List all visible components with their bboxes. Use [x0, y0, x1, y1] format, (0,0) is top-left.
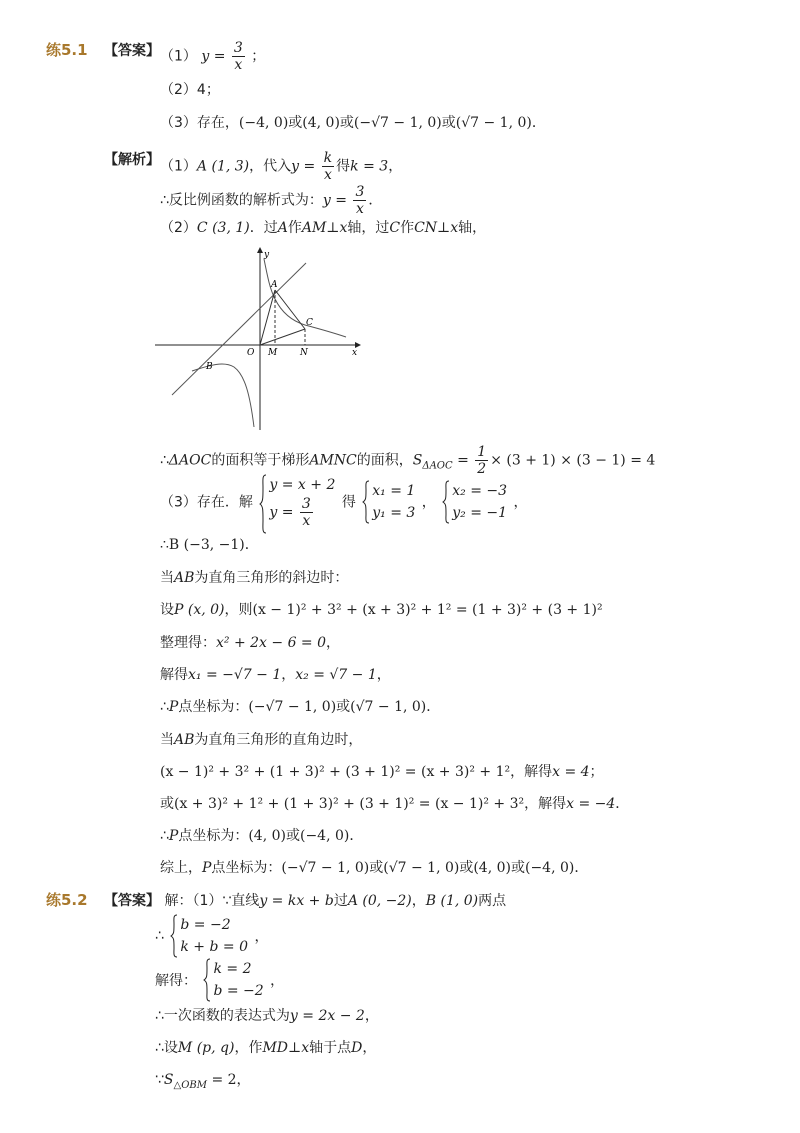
- text: 为直角三角形的直角边时，: [194, 732, 363, 748]
- equation-system: [203, 958, 263, 1002]
- line-y-x-plus-2: [172, 263, 306, 395]
- solution-line-5: [160, 474, 527, 529]
- label-x: x: [352, 348, 358, 358]
- math: C (3, 1): [196, 220, 250, 236]
- analysis-tag: [104, 150, 160, 170]
- label-n: N: [300, 348, 308, 358]
- text: 轴于点: [309, 1040, 352, 1056]
- math: x₂ = √7 − 1: [295, 667, 377, 683]
- text: ，解得: [510, 764, 553, 780]
- denominator: 2: [477, 461, 487, 477]
- equation-row: k + b = 0: [180, 939, 248, 955]
- text: 两点: [478, 893, 507, 909]
- solution-line-2: [160, 184, 382, 217]
- denominator: x: [355, 201, 364, 217]
- text: （3）存在，: [160, 115, 239, 131]
- segment-oc: [260, 329, 305, 345]
- math: P: [168, 699, 179, 715]
- math: (−√7 − 1, 0)或(√7 − 1, 0)．: [248, 699, 441, 715]
- math: (x − 1)² + 3² + (1 + 3)² + (3 + 1)² = (x + 3)² + 1²: [160, 764, 511, 780]
- text: ，: [364, 1008, 379, 1024]
- text: （1）: [160, 48, 197, 65]
- text: ．: [368, 192, 383, 209]
- math: =: [452, 452, 469, 469]
- numerator: 3: [355, 184, 365, 200]
- solution-line-4: [160, 444, 655, 477]
- text: 点坐标为：: [178, 699, 249, 715]
- ex2-line-2: [155, 914, 268, 958]
- equation-row: y₂ = −1: [452, 504, 508, 521]
- text: ，则: [224, 602, 253, 618]
- math: (−4, 0)或(4, 0)或(−√7 − 1, 0)或(√7 − 1, 0)．: [238, 115, 546, 131]
- text: ．: [615, 796, 630, 812]
- text: 轴，过: [347, 220, 390, 236]
- equation-row: y₁ = 3: [372, 504, 416, 521]
- answer-tag: 【答案】: [104, 43, 161, 59]
- equation-row: [269, 496, 335, 529]
- text: ，解得: [524, 796, 567, 812]
- fraction: [475, 444, 488, 477]
- text: ；: [589, 764, 604, 780]
- solution-line-10: [160, 665, 391, 685]
- ex2-line-3: [155, 958, 284, 1002]
- math: × (3 + 1) × (3 − 1) = 4: [490, 452, 656, 469]
- coordinate-graph: [150, 245, 370, 435]
- text: 得: [341, 494, 356, 511]
- math: C: [389, 220, 401, 236]
- label-m: M: [268, 348, 278, 358]
- text: 当: [160, 570, 174, 586]
- solution-line-14: [160, 794, 629, 814]
- math: x² + 2x − 6 = 0: [216, 635, 327, 651]
- text: 解：（1）∵直线: [164, 893, 260, 909]
- math: AMNC: [309, 452, 357, 469]
- math: B (1, 0): [425, 893, 479, 909]
- solution-line-1: [160, 150, 402, 183]
- brace: [442, 480, 450, 524]
- numerator: 3: [301, 496, 311, 512]
- brace: [259, 474, 267, 534]
- text: ，: [326, 635, 341, 651]
- math: (−√7 − 1, 0)或(√7 − 1, 0)或(4, 0)或(−4, 0)．: [281, 860, 589, 876]
- solution-line-9: [160, 633, 340, 653]
- denominator: x: [234, 57, 243, 73]
- fraction: [353, 184, 366, 217]
- text: 点坐标为：: [178, 828, 249, 844]
- equation-system: [442, 480, 507, 524]
- math: AM⊥x: [301, 220, 348, 236]
- solution-line-7: [160, 568, 348, 588]
- segment-ac: [275, 290, 305, 329]
- math: MD⊥x: [262, 1040, 310, 1056]
- text: 综上，: [160, 860, 202, 876]
- text: ，作: [234, 1040, 263, 1056]
- ex1-answer-line1: [46, 40, 160, 61]
- text: 得: [336, 158, 351, 175]
- denominator: x: [302, 513, 311, 529]
- solution-line-13: [160, 762, 604, 782]
- label-y: y: [264, 250, 270, 260]
- answer-tag: 【答案】: [104, 893, 161, 909]
- equation-row: k = 2: [213, 961, 252, 977]
- text: ，: [254, 929, 269, 945]
- numerator: k: [323, 150, 333, 166]
- text: 作: [287, 220, 302, 236]
- text: ，: [388, 158, 403, 175]
- text: 为直角三角形的斜边时：: [194, 570, 349, 586]
- text: （1）: [160, 158, 197, 175]
- math: x = 4: [552, 764, 590, 780]
- math: = 2: [207, 1072, 237, 1088]
- equation-row: x₁ = 1: [372, 482, 416, 499]
- ex2-line-4: [155, 1006, 379, 1026]
- math: (4, 0)或(−4, 0)．: [248, 828, 364, 844]
- math: y = kx + b: [259, 893, 334, 909]
- label-a: A: [271, 280, 278, 290]
- text: ∴: [160, 699, 169, 715]
- text: ，: [281, 667, 296, 683]
- text: ∵: [155, 1072, 164, 1088]
- equation-system: [362, 480, 415, 524]
- math: y = 2x − 2: [289, 1008, 365, 1024]
- text: 整理得：: [160, 635, 216, 651]
- math: k = 3: [350, 158, 389, 175]
- text: ，: [236, 1072, 251, 1088]
- math: (x − 1)² + 3² + (x + 3)² + 1² = (1 + 3)² + (3 + 1)²: [252, 602, 603, 618]
- math: A (0, −2): [347, 893, 412, 909]
- math: M (p, q): [177, 1040, 235, 1056]
- answer-3: [160, 113, 546, 133]
- math: (x + 3)² + 1² + (1 + 3)² + (3 + 1)² = (x − 1)² + 3²: [174, 796, 525, 812]
- numerator: 1: [477, 444, 487, 460]
- equation-row: y = x + 2: [269, 477, 336, 493]
- text: ∴: [155, 928, 164, 944]
- label-o: O: [247, 348, 255, 358]
- subscript: △OBM: [173, 1079, 207, 1091]
- text: 点坐标为：: [211, 860, 282, 876]
- fraction: [322, 150, 334, 183]
- text: ，: [421, 494, 436, 511]
- solution-line-8: [160, 600, 603, 620]
- brace: [362, 480, 370, 524]
- math: P: [202, 860, 212, 876]
- text: ∴: [160, 828, 169, 844]
- analysis-label: 【解析】: [104, 152, 160, 168]
- solution-line-16: [160, 858, 588, 878]
- equation-system: [170, 914, 248, 958]
- math: y =: [291, 158, 316, 175]
- answer-2: （2）4；: [160, 82, 220, 98]
- text: （2）: [160, 220, 197, 236]
- segment-oa: [260, 290, 275, 345]
- text: 作: [400, 220, 415, 236]
- math: y =: [322, 192, 348, 209]
- denominator: x: [323, 167, 332, 183]
- text: ，: [270, 973, 285, 989]
- solution-line-12: [160, 730, 362, 750]
- text: ．过: [249, 220, 278, 236]
- equation-row: b = −2: [213, 983, 264, 999]
- math: y =: [269, 504, 294, 521]
- math: AB: [174, 732, 195, 748]
- text: 当: [160, 732, 174, 748]
- text: ∴反比例函数的解析式为：: [160, 192, 323, 209]
- hyperbola-branch-2: [192, 364, 254, 427]
- fraction: [300, 496, 313, 529]
- text: ∴: [160, 452, 169, 469]
- solution-line-3: [160, 218, 486, 238]
- text: 解得：: [155, 973, 197, 989]
- label-c: C: [306, 318, 313, 328]
- math: y =: [201, 48, 226, 65]
- brace: [203, 958, 211, 1002]
- ex2-line-6: [155, 1070, 251, 1096]
- subscript: ΔAOC: [422, 460, 453, 472]
- math: AB: [174, 570, 195, 586]
- math: A: [277, 220, 288, 236]
- text: 设: [160, 602, 174, 618]
- brace: [170, 914, 178, 958]
- math: ΔAOC: [168, 452, 212, 469]
- text: ；: [251, 48, 266, 65]
- math: x₁ = −√7 − 1: [188, 667, 282, 683]
- text: 轴，: [458, 220, 487, 236]
- equation-row: x₂ = −3: [452, 482, 508, 499]
- text: 或: [160, 796, 174, 812]
- math: CN⊥x: [414, 220, 459, 236]
- text: ∴一次函数的表达式为: [155, 1008, 290, 1024]
- solution-line-6: ∴B (−3, −1)．: [160, 537, 259, 553]
- text: 过: [333, 893, 348, 909]
- text: ∴设: [155, 1040, 178, 1056]
- equation-system: [259, 474, 335, 529]
- ex2-answer-line1: [46, 890, 506, 911]
- solution-line-11: [160, 697, 440, 717]
- text: 的面积，: [356, 452, 413, 469]
- equation-row: b = −2: [180, 917, 231, 933]
- ex2-line-5: [155, 1038, 376, 1058]
- numerator: 3: [233, 40, 243, 56]
- math: D: [351, 1040, 363, 1056]
- exercise-tag: 练5.2: [46, 891, 88, 909]
- text: ，: [362, 1040, 377, 1056]
- text: 的面积等于梯形: [211, 452, 310, 469]
- y-axis-arrow: [257, 247, 263, 253]
- text: （3）存在．解: [160, 494, 253, 511]
- label-b: B: [206, 362, 213, 372]
- answer-1: [160, 40, 265, 73]
- solution-line-15: [160, 826, 363, 846]
- hyperbola-branch-1: [264, 259, 346, 337]
- text: ，: [513, 494, 528, 511]
- text: ，: [376, 667, 391, 683]
- fraction: [232, 40, 245, 73]
- math: P (x, 0): [174, 602, 225, 618]
- math: x = −4: [566, 796, 616, 812]
- math: S: [163, 1072, 174, 1088]
- exercise-tag: 练5.1: [46, 41, 88, 59]
- text: ，: [411, 893, 426, 909]
- text: ，代入: [249, 158, 292, 175]
- math: P: [168, 828, 179, 844]
- text: 解得: [160, 667, 188, 683]
- math: A (1, 3): [196, 158, 250, 175]
- math: S: [412, 452, 423, 469]
